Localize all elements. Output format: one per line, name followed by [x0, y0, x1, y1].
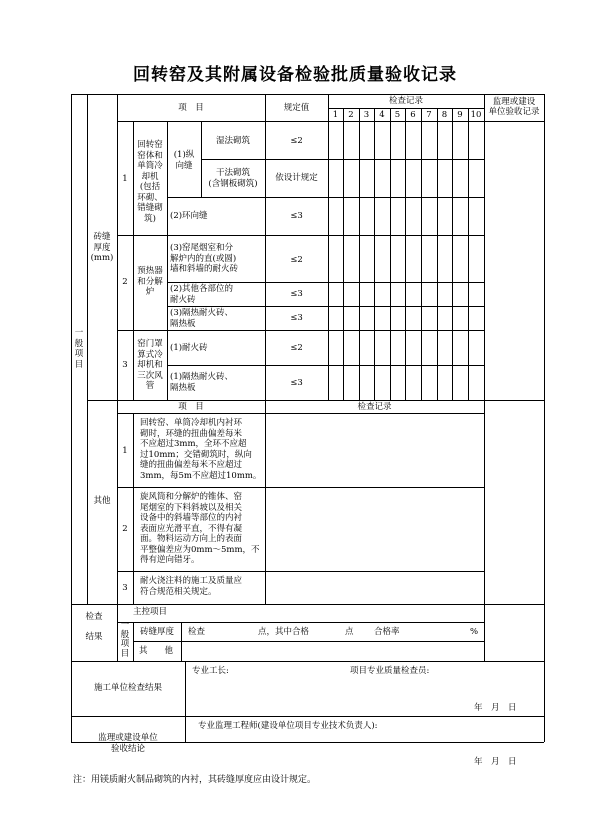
thickness-result-label: 砖缝厚度 [139, 627, 174, 637]
points-label-2: 点 [345, 627, 354, 637]
supervision-label: 监理或建设单位 验收结论 [98, 733, 158, 754]
check-num: 7 [426, 110, 432, 120]
header-spec: 规定值 [283, 103, 310, 113]
check-num: 8 [441, 110, 448, 120]
header-supervisor: 监理或建设 单位验收记录 [488, 97, 540, 117]
other-label: 其他 [93, 496, 111, 506]
group-num: 2 [122, 277, 128, 287]
group-name: 回转窑 窑体和 单筒冷 却机 (包括 环砌、 错缝砌 筑) [137, 140, 163, 224]
method: 湿法砌筑 [215, 136, 250, 146]
spec-value: ≤3 [290, 313, 303, 323]
check-num: 6 [410, 110, 416, 120]
other-text: 回转窑、单筒冷却机内衬环 砌时，环缝的扭曲偏差每米 不应超过3mm，全环不应超 过10mm；交错砌筑时，纵向 缝的扭曲偏差每米不应超过 3mm，每5m不应超过10mm。 [140, 418, 262, 481]
other-result-label: 其 他 [139, 646, 174, 656]
points-label: 点，其中合格 [258, 627, 310, 637]
result-general-label: 一 般 项 目 [120, 620, 130, 659]
check-num: 10 [470, 110, 482, 120]
check-label: 检查 [188, 627, 206, 637]
general-items-label: 一 般 项 目 [74, 328, 84, 370]
header-check-record: 检查记录 [388, 96, 423, 106]
percent-sign: % [470, 627, 479, 637]
header-item: 项 目 [178, 103, 204, 113]
other-text: 耐火浇注料的施工及质量应 符合规范相关规定。 [140, 576, 243, 597]
other-text: 旋风筒和分解炉的锥体、窑 尾烟室的下料斜坡以及相关 设备中的斜墙等部位的内衬 表面应光滑平直，不得有凝 面。物料运动方向上的表面 平整偏差应为0mm～5mm，不 得有逆向错牙。 [140, 492, 260, 565]
result-label: 检查 结果 [85, 612, 103, 642]
check-num: 5 [394, 110, 401, 120]
construction-label: 施工单位检查结果 [93, 683, 162, 693]
check-num: 9 [457, 110, 463, 120]
group-num: 3 [122, 360, 128, 370]
engineer-label: 专业监理工程师(建设单位项目专业技术负责人): [198, 721, 378, 731]
construction-date: 年 月 日 [474, 703, 517, 713]
group-name: 窑门罩 算式冷 却机和 三次风 管 [137, 339, 163, 391]
check-num: 2 [348, 110, 354, 120]
other-check-header: 检查记录 [357, 402, 392, 412]
spec-value: ≤3 [290, 378, 303, 388]
check-num: 4 [379, 110, 385, 120]
other-num: 2 [122, 524, 128, 534]
check-num: 1 [332, 110, 339, 120]
spec-value: ≤3 [290, 289, 303, 299]
row-label: (1)隔热耐火砖、 隔热板 [170, 372, 234, 393]
other-num: 1 [122, 446, 128, 456]
main-control-label: 主控项目 [133, 607, 168, 617]
spec-value: ≤2 [290, 136, 303, 146]
spec-value: ≤3 [290, 211, 303, 221]
row-label: (3)隔热耐火砖、 隔热板 [170, 308, 234, 329]
other-num: 3 [122, 583, 128, 593]
row-label: (2)环向缝 [170, 211, 208, 221]
spec-value: ≤2 [290, 343, 303, 353]
joint-type: (1)纵 向缝 [173, 150, 195, 171]
thickness-label: 砖缝 厚度 (mm) [90, 232, 114, 263]
method: 干法砌筑 (含钢板砌筑) [208, 168, 258, 189]
group-name: 预热器 和分解 炉 [137, 266, 163, 297]
inspector-label: 项目专业质量检查员: [350, 666, 430, 676]
foreman-label: 专业工长: [192, 666, 229, 676]
check-num: 3 [363, 110, 370, 120]
footnote: 注：用镁质耐火制品砌筑的内衬，其砖缝厚度应由设计规定。 [73, 775, 317, 785]
other-item-header: 项 目 [178, 402, 204, 412]
group-num: 1 [122, 174, 128, 184]
row-label: (3)窑尾烟室和分 解炉内的直(或圆) 墙和斜墙的耐火砖 [170, 243, 239, 274]
supervision-date: 年 月 日 [474, 757, 517, 767]
spec-value: 依设计规定 [275, 173, 318, 183]
form-title: 回转窑及其附属设备检验批质量验收记录 [133, 65, 457, 85]
row-label: (2)其他各部位的 耐火砖 [170, 284, 234, 305]
pass-rate-label: 合格率 [374, 627, 400, 637]
row-label: (1)耐火砖 [170, 343, 208, 353]
spec-value: ≤2 [290, 255, 303, 265]
